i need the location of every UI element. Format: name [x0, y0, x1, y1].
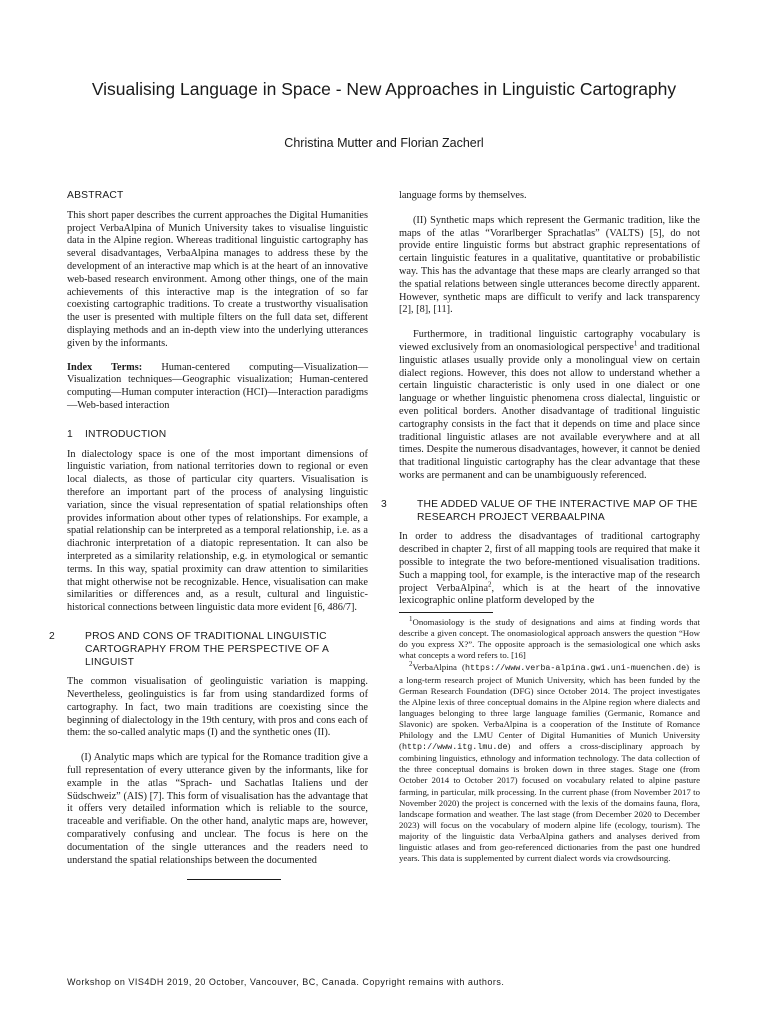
- footnote-ref-2[interactable]: 2: [488, 580, 492, 589]
- column-end-rule: [187, 879, 281, 880]
- itg-url-link[interactable]: http://www.itg.lmu.de: [401, 742, 508, 753]
- footnote-2-text-c: ) and offers a cross-disciplinary approach by combining linguistics, ethnology and information technology. The data collection of the three conceptual domains is broken down in three stages. Stage one (from October 2014 to October 2017) focused on vocabulary related to alpine pasture farming, in particular, milk processing. In the current phase (from November 2017 to November 2020) the project is concerned with the lexis of the domains fauna, flora, landscape formation and weather. The last stage (from December 2020 to December 2023) will focus on the vocabulary of modern alpine life (ecology, tourism). The majority of the linguistic data VerbaAlpina gathers and analyses derived from linguistic atlases and from geo-referenced dictionaries from the past one hundred years. This data is supplemented by current dialect words via crowdsourcing.: [399, 741, 700, 864]
- page-footer: Workshop on VIS4DH 2019, 20 October, Vancouver, BC, Canada. Copyright remains with authors.: [67, 977, 505, 987]
- footnote-1-text: Onomasiology is the study of designations and aims at finding words that describe a given concept. The onomasiological approach answers the question “How do you express X?”. The opposite approach is the semasiological one which asks what concepts a word refers to. [16]: [399, 617, 700, 661]
- section-3-paragraph-1: [399, 531, 700, 608]
- paragraph-4-text-b: and traditional linguistic atlases usually provide only a monolingual view on certain dialect regions. However, this does not allow to understand whether a certain linguistic characteristic is only used in one dialect or one language or whether linguistic phenomena cross dialectal, linguistic or even political borders. Another disadvantage of traditional linguistic cartography consists in the fact that it depends on time and place since traditional linguistic atlases are not available everywhere and at all times. Despite the numerous disadvantages, however, it cannot be denied that traditional linguistic cartography has the clear advantage that these works are permanent and can be unambiguously referenced.: [399, 341, 700, 481]
- section-3-heading: [381, 498, 700, 525]
- section-2-title: PROS AND CONS OF TRADITIONAL LINGUISTIC CARTOGRAPHY FROM THE PERSPECTIVE OF A LINGUIST: [85, 630, 329, 668]
- paragraph-4-text-a: Furthermore, in traditional linguistic cartography vocabulary is viewed exclusively from an onomasiological perspective: [399, 329, 700, 353]
- section-2-paragraph-1: The common visualisation of geolinguistic variation is mapping. Nevertheless, geolinguistics is far from using standardized forms of cartography. In fact, two main traditions are coexisting since the beginning of dialectology in the 19th century, with pros and cons each of them: the so-called analytic maps (I) and the synthetic ones (II).: [67, 676, 368, 739]
- section-1-number: 1: [67, 428, 73, 440]
- abstract-text: This short paper describes the current approaches the Digital Humanities project VerbaAlpina of Munich University takes to visualise linguistic data in the Alpine region. Whereas traditional linguistic cartography has several disadvantages, VerbaAlpina manages to address these by the development of an interactive map which is at the heart of an innovative web-based research environment. Among other things, one of the main achievements of this interactive map is the integration of so far coexisting cartographic traditions. To create a trustworthy visualisation the user is presented with multiple filters on the full data set, different displaying methods and an in-depth view into the underlying utterances given by the informants.: [67, 209, 368, 349]
- footnotes: [399, 617, 700, 864]
- left-column: [49, 190, 369, 880]
- section-3-text-a: In order to address the disadvantages of traditional cartography described in chapter 2, first of all mapping tools are required that make it possible to integrate the two before-mentioned visualisation traditions. Such a mapping tool, for example, is the interactive map of the research project VerbaAlpina: [399, 531, 700, 594]
- footnote-rule: [399, 612, 493, 613]
- footnote-2-text-b: ) is a long-term research project of Munich University, which has been funded by the German Research Foundation (DFG) since October 2014. The project investigates the Alpine lexis of three conceptual domains in the Alpine region where dialects and languages belonging to three large language families (Germanic, Romance and Slavonic) are spoken. VerbaAlpina is a cooperation of the Institute of Romance Philology and the LMU Center of Digital Humanities of Munich University (: [399, 662, 700, 752]
- footnote-2: [399, 662, 700, 864]
- right-column: [381, 190, 700, 865]
- section-3-number: 3: [381, 498, 387, 510]
- section-3-text-b: , which is at the heart of the innovative lexicographic online platform developed by the: [399, 582, 700, 607]
- section-2-paragraph-4: [399, 329, 700, 483]
- section-2-paragraph-2-continued: language forms by themselves.: [399, 190, 527, 201]
- index-terms-label: Index Terms:: [67, 361, 143, 373]
- index-terms-text: Human-centered computing—Visualization—Visualization techniques—Geographic visualization; Human-centered computing—Human computer interaction (HCI)—Interaction paradigms—Web-based interaction: [67, 361, 369, 411]
- footnote-1-mark: 1: [409, 615, 413, 624]
- footnote-ref-1[interactable]: 1: [633, 339, 638, 348]
- footnote-2-mark: 2: [409, 660, 413, 669]
- section-2-paragraph-3: (II) Synthetic maps which represent the Germanic tradition, like the maps of the atlas “Vorarlberger Sprachatlas” (VALTS) [5], do not provide entire linguistic forms but abstract graphic representations of certain linguistic features in a qualitative, quantitative or probabilistic way. This has the advantage that these maps are clearly arranged so that the spatial relations between single utterances become directly apparent. However, synthetic maps are difficult to verify and lack transparency [2], [8], [11].: [399, 214, 700, 316]
- paper-authors: Christina Mutter and Florian Zacherl: [284, 136, 484, 150]
- section-2-number: 2: [49, 630, 55, 642]
- section-3-title: THE ADDED VALUE OF THE INTERACTIVE MAP OF THE RESEARCH PROJECT VERBAALPINA: [417, 498, 698, 523]
- section-2-paragraph-2: (I) Analytic maps which are typical for the Romance tradition give a full representation of every utterance given by the informants, like for example in the atlas “Sprach- und Sachatlas Italiens und der Südschweiz” (AIS) [7]. This form of visualisation has the advantage that it offers very detailed information which is reliable to the source, traceable and verifiable. On the other hand, analytic maps are, however, comparatively confusing and unclear. The focus is here on the documentation of the single utterances and the readers need to understand the spatial relationships between the documented: [67, 752, 368, 866]
- paper-title: Visualising Language in Space - New Approaches in Linguistic Cartography: [91, 79, 677, 99]
- verbaalpina-url-link[interactable]: https://www.verba-alpina.gwi.uni-muenchen.de: [464, 663, 687, 674]
- index-terms: [67, 362, 368, 413]
- section-1-title: INTRODUCTION: [85, 428, 167, 440]
- section-1-heading: [67, 429, 368, 442]
- section-1-text: In dialectology space is one of the most important dimensions of linguistic variation, from national territories down to regional or even local dialects, as those of particular city quarters. Visualisation is therefore an important part of the process of analysing linguistic variation, since the visual representation of spatial relationships often provides information about other types of relationships. For example, a spatial relationship can be interpreted as a temporal relationship, i.e. as a diachronic interpretation of a diatopic representation. It can also be interpreted as a similarity relationship, e.g. in etymological or semantic terms. In this way, spatial proximity can draw attention to similarities that might otherwise not be recognizable. Hence, visualisation can make similarities or differences and, as a result, cultural and linguistic-historical connections between linguistic data more evident [6, 486/7].: [67, 448, 368, 614]
- footnote-1: [399, 617, 700, 661]
- footnote-2-text-a: VerbaAlpina (: [412, 662, 465, 673]
- section-2-heading: [49, 630, 368, 669]
- abstract-heading: ABSTRACT: [67, 190, 124, 201]
